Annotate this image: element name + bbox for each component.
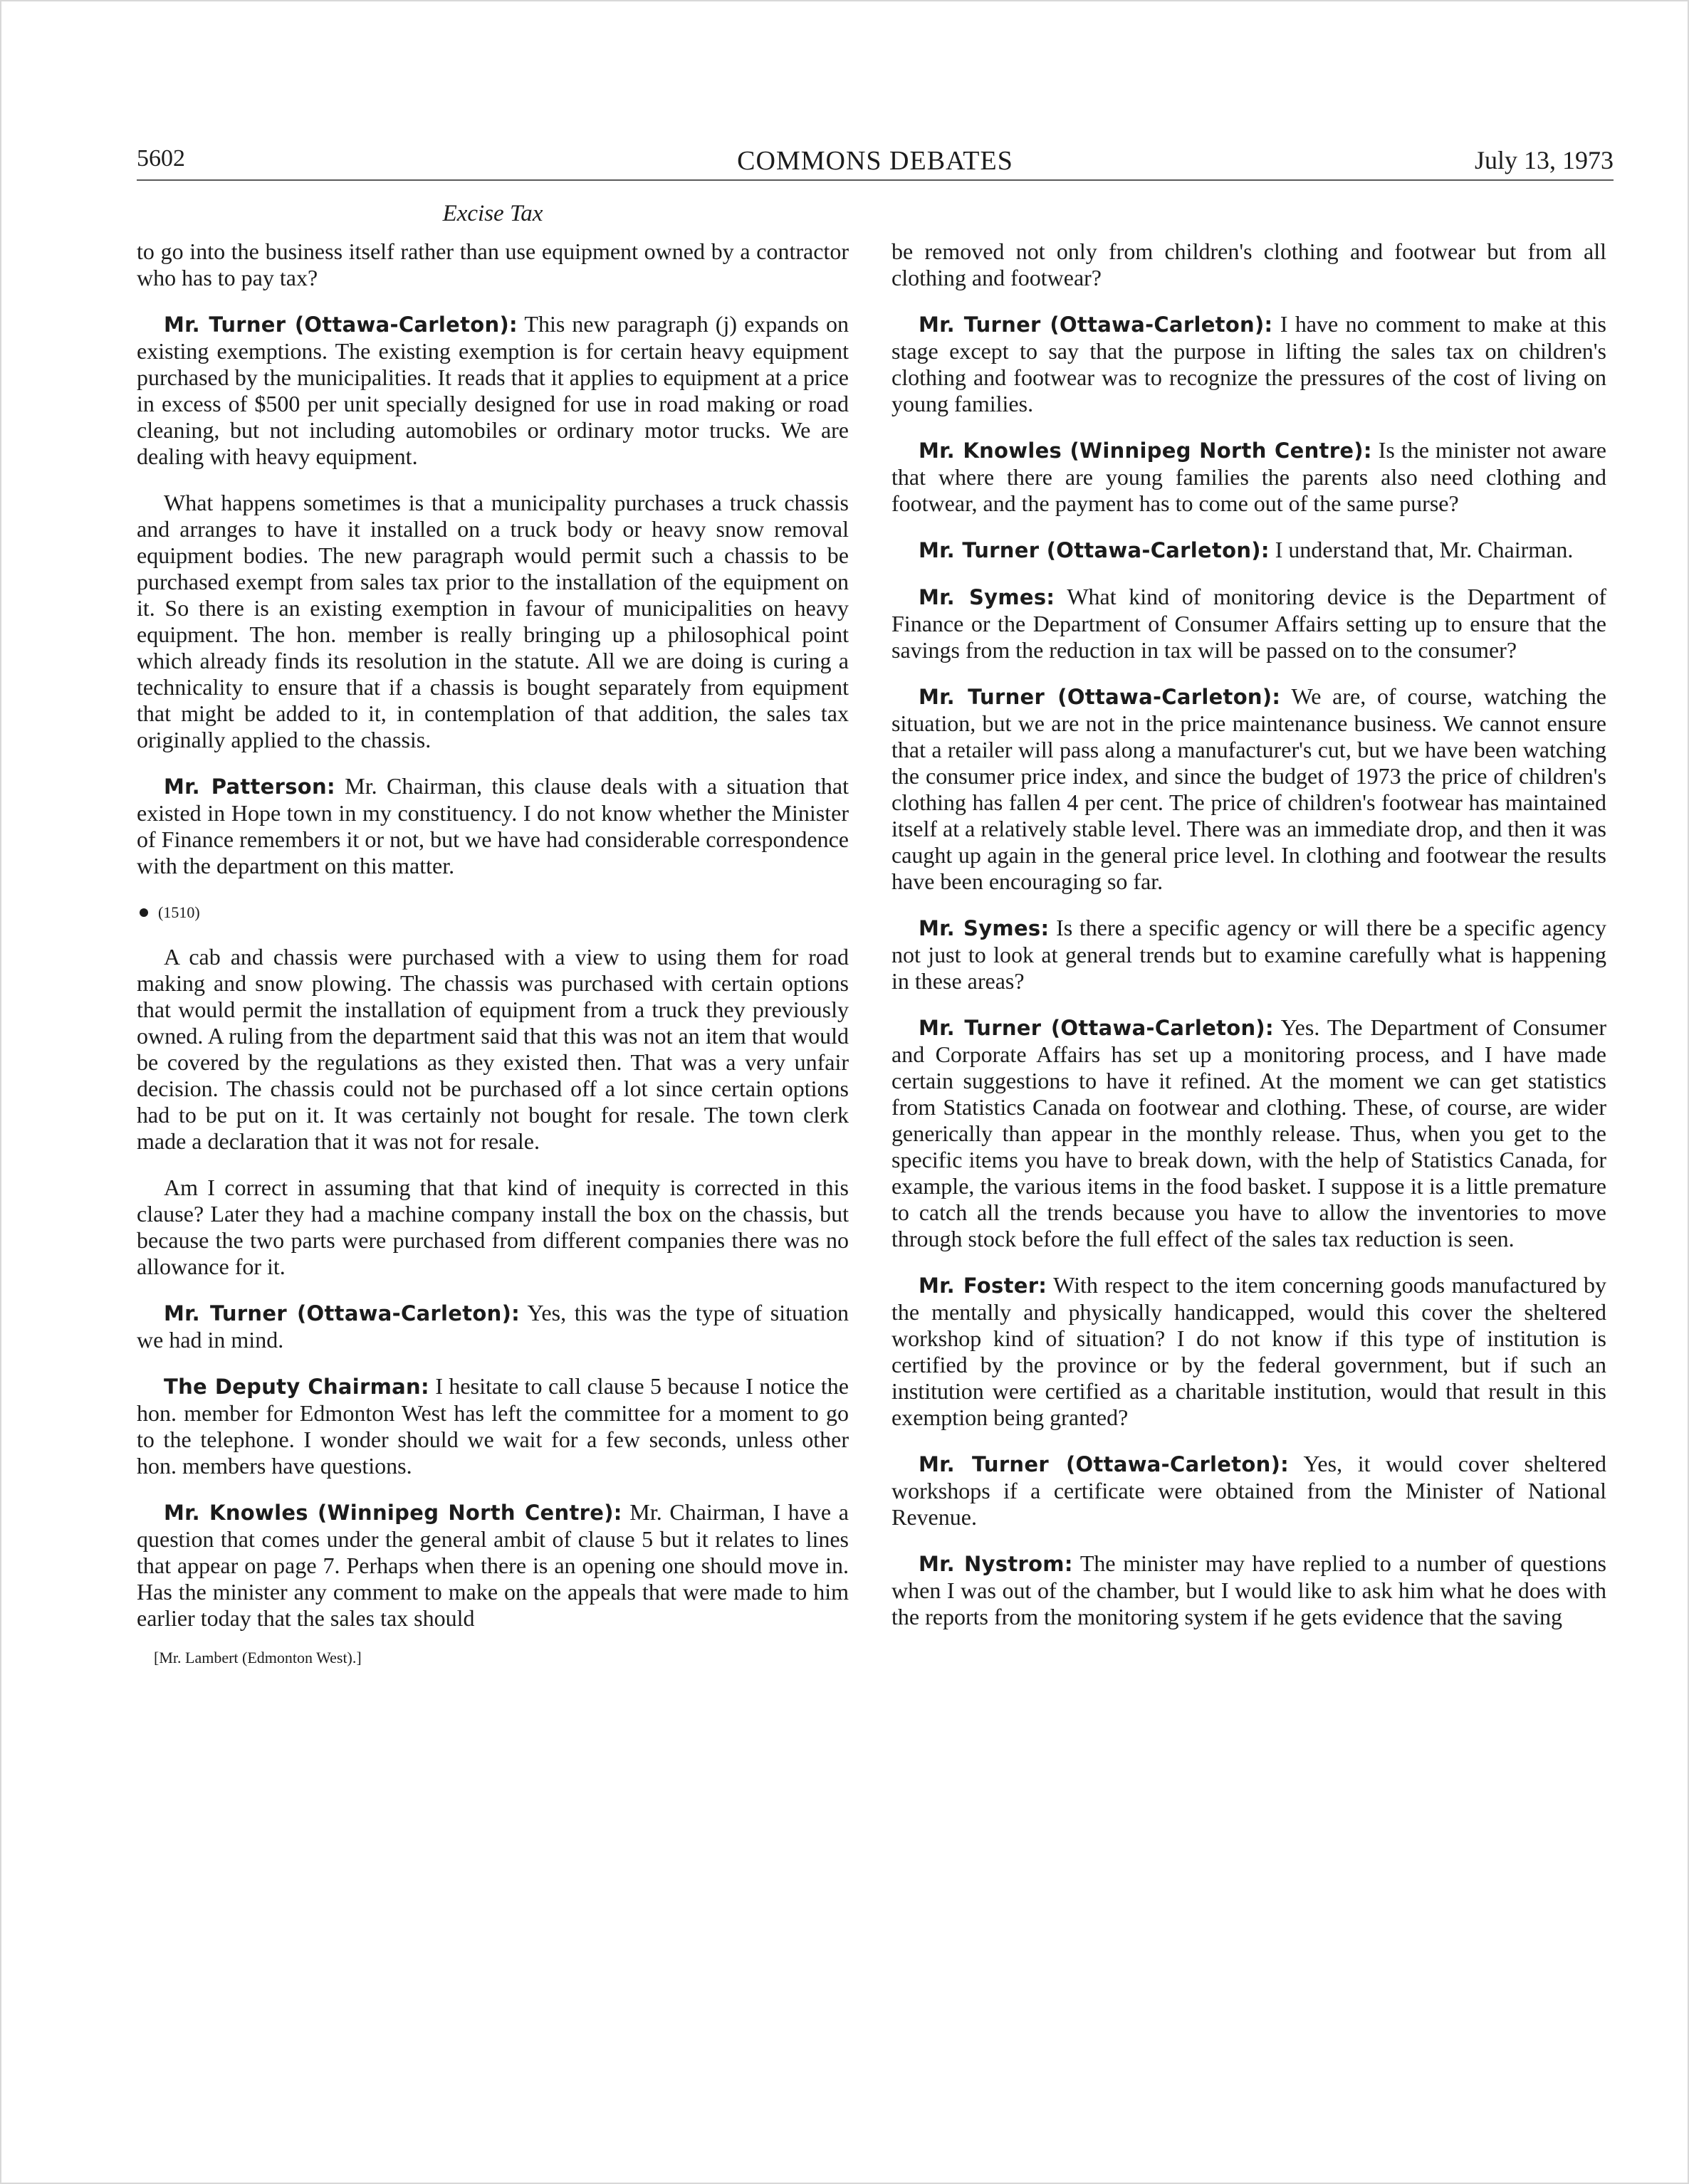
speech-paragraph: [891, 1272, 1606, 1431]
speech-text: Mr. Chairman, I have a question that comes under the general ambit of clause 5 but it relates to lines that appear on page 7. Perhaps when there is an opening one should move in. Has the minister any comment to make on the appeals that were made to him earlier today that the sales tax should: [137, 1499, 849, 1631]
page-number: 5602: [137, 145, 185, 172]
speech-paragraph: [891, 537, 1606, 564]
paragraph: Am I correct in assuming that that kind of inequity is corrected in this clause? Later they had a machine company install the box on the chassis, but because the two parts were purchased from different companies there was no allowance for it.: [137, 1175, 849, 1279]
speech-text: This new paragraph (j) expands on existing exemptions. The existing exemption is for certain heavy equipment purchased by the municipalities. It reads that it applies to equipment at a price in excess of $500 per unit specially designed for use in road making or road cleaning, but not including automobiles or ordinary motor trucks. We are dealing with heavy equipment.: [137, 311, 849, 469]
speech-text: I understand that, Mr. Chairman.: [1275, 537, 1574, 562]
speech-text: The minister may have replied to a number of questions when I was out of the chamber, but I would like to ask him what he does with the reports from the monitoring system if he gets evidence that the saving: [891, 1550, 1607, 1629]
speech-paragraph: [891, 437, 1606, 517]
page-header: [137, 145, 1614, 181]
speech-text: Yes. The Department of Consumer and Corporate Affairs has set up a monitoring process, and I have made certain suggestions to have it refined. At the moment we can get statistics from Statistics Canada on footwear and clothing. These, of course, are wider generically than appear in the monthly release. Thus, when you get to the specific items you have to break down, with the help of Statistics Canada, for example, the various items in the food basket. I suppose it is a little premature to catch all the trends because you have to allow the inventories to move through stock before the full effect of the sales tax reduction is seen.: [891, 1014, 1607, 1251]
speaker-name: Mr. Symes:: [919, 585, 1055, 609]
paragraph: to go into the business itself rather than use equipment owned by a contractor who has to pay tax?: [137, 238, 849, 290]
speaker-name: Mr. Knowles (Winnipeg North Centre):: [919, 439, 1372, 463]
speaker-name: Mr. Turner (Ottawa-Carleton):: [919, 685, 1281, 709]
speaker-name: Mr. Foster:: [919, 1274, 1047, 1298]
speech-text: What kind of monitoring device is the Department of Finance or the Department of Consumer Affairs setting up to ensure that the savings from the reduction in tax will be passed on to the consumer?: [891, 584, 1606, 663]
time-marker-text: (1510): [158, 903, 200, 921]
speaker-name: Mr. Patterson:: [164, 775, 335, 799]
right-column: [891, 238, 1606, 1650]
speech-paragraph: [891, 1451, 1606, 1531]
speech-text: Is there a specific agency or will there be a specific agency not just to look at general trends but to examine carefully what is happening in these areas?: [891, 915, 1607, 994]
paragraph: A cab and chassis were purchased with a view to using them for road making and snow plowing. The chassis was purchased with certain options that would permit the installation of equipment from a truck they previously owned. A ruling from the department said that this was not an item that would be covered by the regulations as they existed then. That was a very unfair decision. The chassis could not be purchased off a lot since certain options had to be put on it. It was certainly not bought for resale. The town clerk made a declaration that it was not for resale.: [137, 944, 849, 1154]
speech-text: I have no comment to make at this stage except to say that the purpose in lifting the sales tax on children's clothing and footwear was to recognize the pressures of the cost of living on young families.: [891, 311, 1606, 416]
speaker-name: Mr. Turner (Ottawa-Carleton):: [919, 1016, 1274, 1040]
speech-paragraph: [891, 683, 1606, 895]
speaker-name: Mr. Turner (Ottawa-Carleton):: [164, 1301, 521, 1325]
speech-text: I hesitate to call clause 5 because I notice the hon. member for Edmonton West has left the committee for a moment to go to the telephone. I wonder should we wait for a few seconds, unless other hon. members have questions.: [137, 1373, 849, 1479]
speaker-name: Mr. Knowles (Winnipeg North Centre):: [164, 1501, 622, 1525]
speech-text: With respect to the item concerning goods manufactured by the mentally and physically handicapped, would this cover the sheltered workshop kind of situation? I do not know if this type of institution is certified by the province or by the federal government, but if such an institution were certified as a charitable institution, would that result in this exemption being granted?: [891, 1272, 1607, 1430]
speech-paragraph: [891, 584, 1606, 663]
speech-text: Yes, this was the type of situation we had in mind.: [137, 1300, 849, 1353]
issue-date: July 13, 1973: [1474, 146, 1614, 174]
speech-paragraph: [137, 1499, 849, 1632]
speech-paragraph: [891, 1550, 1606, 1630]
speaker-name: The Deputy Chairman:: [164, 1375, 429, 1399]
speech-paragraph: [137, 1300, 849, 1353]
speech-text: Is the minister not aware that where there are young families the parents also need clothing and footwear, and the payment has to come out of the same purse?: [891, 437, 1607, 516]
speaker-name: Mr. Symes:: [919, 916, 1050, 940]
journal-title: COMMONS DEBATES: [737, 146, 1013, 176]
paragraph: be removed not only from children's clothing and footwear but from all clothing and footwear?: [891, 238, 1606, 290]
speech-paragraph: [137, 773, 849, 879]
speech-paragraph: [891, 915, 1606, 994]
paragraph: What happens sometimes is that a municipality purchases a truck chassis and arranges to have it installed on a truck body or heavy snow removal equipment bodies. The new paragraph would permit such a chassis to be purchased exempt from sales tax prior to the installation of the equipment on it. So there is an existing exemption in favour of municipalities on heavy equipment. The hon. member is really bringing up a philosophical point which already finds its resolution in the statute. All we are doing is curing a technicality to ensure that if a chassis is bought separately from equipment that might be added to it, in contemplation of that addition, the sales tax originally applied to the chassis.: [137, 490, 849, 752]
time-marker: [137, 899, 849, 925]
bullet-icon: [140, 908, 148, 917]
speech-paragraph: [137, 311, 849, 470]
section-title: Excise Tax: [442, 201, 543, 226]
speech-paragraph: [891, 311, 1606, 417]
speech-paragraph: [137, 1373, 849, 1479]
speaker-name: Mr. Turner (Ottawa-Carleton):: [164, 313, 518, 337]
left-column: [137, 238, 849, 1671]
footnote: [Mr. Lambert (Edmonton West).]: [154, 1649, 362, 1666]
speech-text: Yes, it would cover sheltered workshops if a certificate were obtained from the Minister of National Revenue.: [891, 1451, 1606, 1530]
speaker-name: Mr. Turner (Ottawa-Carleton):: [919, 313, 1273, 337]
speaker-name: Mr. Turner (Ottawa-Carleton):: [919, 1452, 1290, 1476]
speaker-name: Mr. Nystrom:: [919, 1552, 1073, 1576]
speech-text: Mr. Chairman, this clause deals with a situation that existed in Hope town in my constituency. I do not know whether the Minister of Finance remembers it or not, but we have had considerable correspondence with the department on this matter.: [137, 773, 849, 878]
speech-paragraph: [891, 1014, 1606, 1252]
speech-text: We are, of course, watching the situation, but we are not in the price maintenance business. We cannot ensure that a retailer will pass along a manufacturer's cut, but we have been watching the consumer price index, and since the budget of 1973 the price of children's clothing has fallen 4 per cent. The price of children's footwear has maintained itself at a relatively stable level. There was an immediate drop, and then it was caught up again in the general price level. In clothing and footwear the results have been encouraging so far.: [891, 683, 1606, 894]
speaker-name: Mr. Turner (Ottawa-Carleton):: [919, 538, 1270, 562]
